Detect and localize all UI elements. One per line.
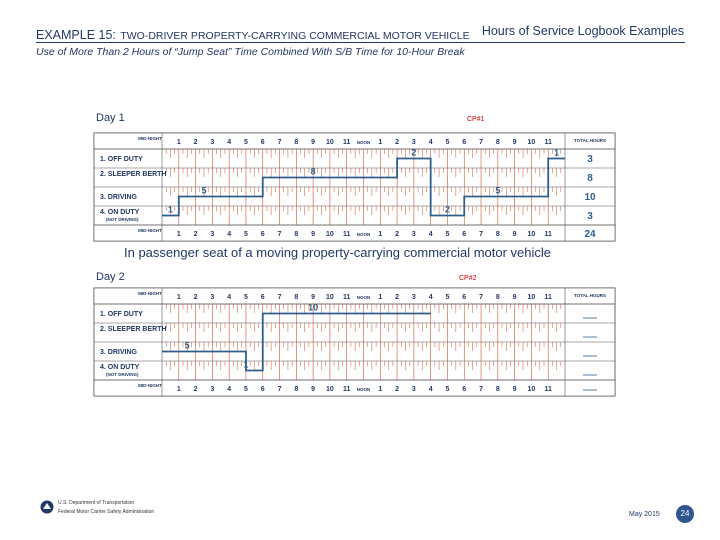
hour-label-top: 4	[428, 139, 433, 146]
hour-label-top: 4	[227, 139, 232, 146]
hour-label-top: 1	[378, 139, 383, 146]
status-sleeper-berth: 2. SLEEPER BERTH	[100, 326, 167, 333]
example-title: TWO-DRIVER PROPERTY-CARRYING COMMERCIAL MOTOR VEHICLE	[120, 30, 470, 42]
hour-label-bottom: 10	[527, 386, 536, 393]
hour-label-bottom: 11	[544, 386, 552, 393]
hour-label-bottom: 1	[378, 386, 383, 393]
hour-label-bottom: 4	[428, 231, 433, 238]
segment-label: 8	[310, 166, 316, 177]
status-off-duty: 1. OFF DUTY	[100, 156, 143, 163]
hour-label-top: NOON	[356, 295, 371, 300]
status-sleeper-berth: 2. SLEEPER BERTH	[100, 171, 167, 178]
midnight-label-bottom: MID-NIGHT	[138, 228, 162, 233]
dot-logo-icon	[40, 500, 54, 519]
segment-label: 1	[167, 204, 173, 215]
segment-label: 5	[495, 185, 501, 196]
row-total: 3	[587, 211, 593, 222]
hour-label-top: 8	[495, 139, 500, 146]
hour-label-top: 6	[462, 294, 467, 301]
example-label: EXAMPLE 15:	[36, 28, 116, 42]
hour-label-bottom: 5	[445, 231, 450, 238]
hour-label-bottom: 3	[411, 386, 416, 393]
hour-label-top: 9	[512, 139, 517, 146]
grand-total: 24	[584, 229, 596, 240]
segment-label: 2	[411, 147, 417, 158]
hour-label-top: 4	[227, 294, 232, 301]
hour-label-top: 9	[311, 294, 316, 301]
hour-label-bottom: 7	[479, 231, 483, 238]
page-number: 24	[676, 505, 694, 523]
hour-label-top: 10	[326, 139, 334, 146]
hour-label-top: 4	[428, 294, 433, 301]
hour-label-top: 11	[544, 294, 552, 301]
hour-label-bottom: 8	[495, 386, 500, 393]
hour-label-bottom: 3	[411, 231, 416, 238]
hour-label-bottom: 3	[210, 386, 215, 393]
hour-label-bottom: 11	[544, 231, 552, 238]
hour-label-bottom: 9	[512, 386, 517, 393]
hour-label-bottom: 9	[311, 231, 316, 238]
hour-label-bottom: 5	[244, 231, 248, 238]
hour-label-bottom: 8	[294, 386, 299, 393]
agency-line1: U.S. Department of Transportation	[58, 500, 135, 506]
total-hours-header: TOTAL HOURS	[573, 138, 607, 143]
hour-label-top: 1	[176, 294, 181, 301]
page-subtitle: Use of More Than 2 Hours of “Jump Seat” Time Combined With S/B Time for 10-Hour Break	[36, 46, 465, 58]
hour-label-bottom: NOON	[356, 232, 371, 237]
hour-label-bottom: 5	[445, 386, 450, 393]
hour-label-top: 6	[260, 139, 265, 146]
hour-label-bottom: 9	[512, 231, 517, 238]
day1-label: Day 1	[96, 112, 125, 124]
hour-label-bottom: 2	[395, 386, 400, 393]
hour-label-top: 9	[512, 294, 517, 301]
status-driving: 3. DRIVING	[100, 194, 137, 201]
day1-log-grid	[94, 133, 615, 241]
hour-label-top: 1	[176, 139, 181, 146]
hour-label-top: 10	[527, 139, 536, 146]
hour-label-top: 7	[277, 294, 282, 301]
hour-label-top: 10	[326, 294, 334, 301]
hour-label-bottom: 2	[193, 231, 198, 238]
hour-label-bottom: 10	[527, 231, 536, 238]
hour-label-top: 3	[210, 139, 215, 146]
grid-header-band	[94, 133, 615, 149]
caption: In passenger seat of a moving property-carrying commercial motor vehicle	[124, 245, 552, 260]
day1-checkpoint: CP#1	[467, 116, 485, 123]
hour-label-bottom: 7	[479, 386, 483, 393]
segment-label: 1	[243, 359, 249, 370]
hour-label-top: 1	[378, 294, 383, 301]
day2-checkpoint: CP#2	[459, 275, 477, 282]
hour-label-top: 2	[395, 294, 400, 301]
hour-label-bottom: 2	[395, 231, 400, 238]
agency-line2: Federal Motor Carrier Safety Administration	[58, 509, 155, 515]
hour-label-bottom: 8	[294, 231, 299, 238]
segment-label: 5	[201, 185, 207, 196]
status-off-duty: 1. OFF DUTY	[100, 311, 143, 318]
hour-label-top: 2	[193, 139, 198, 146]
segment-label: 5	[184, 340, 190, 351]
hour-label-top: 5	[445, 139, 450, 146]
hour-label-top: 5	[244, 294, 248, 301]
hour-label-bottom: 6	[462, 386, 467, 393]
grid-footer-band	[94, 225, 615, 241]
hour-label-top: 6	[260, 294, 265, 301]
hour-label-bottom: 8	[495, 231, 500, 238]
hour-label-top: 5	[244, 139, 248, 146]
hour-label-bottom: 4	[227, 231, 232, 238]
hour-label-bottom: 3	[210, 231, 215, 238]
hour-label-bottom: 1	[378, 231, 383, 238]
hour-label-bottom: 1	[176, 386, 181, 393]
hour-label-bottom: NOON	[356, 387, 371, 392]
hour-label-top: 8	[294, 294, 299, 301]
hour-label-bottom: 10	[326, 386, 334, 393]
hour-label-top: 11	[544, 139, 552, 146]
hour-label-bottom: 4	[227, 386, 232, 393]
footer-date: May 2015	[629, 511, 660, 518]
hour-label-bottom: 7	[277, 231, 282, 238]
hour-label-bottom: 10	[326, 231, 334, 238]
series-title: Hours of Service Logbook Examples	[481, 24, 684, 38]
status-not-driving: (NOT DRIVING)	[106, 217, 139, 222]
segment-label: 2	[444, 204, 450, 215]
hour-label-top: 2	[395, 139, 400, 146]
hour-label-top: 3	[210, 294, 215, 301]
hour-label-top: 11	[343, 294, 351, 301]
hour-label-bottom: 11	[343, 231, 351, 238]
row-total: 10	[584, 192, 596, 203]
day2-label: Day 2	[96, 271, 125, 283]
hour-label-bottom: 6	[260, 231, 265, 238]
status-on-duty: 4. ON DUTY	[100, 209, 140, 216]
hour-label-top: 5	[445, 294, 450, 301]
hour-label-bottom: 5	[244, 386, 248, 393]
midnight-label-bottom: MID-NIGHT	[138, 383, 162, 388]
hour-label-top: 3	[411, 139, 416, 146]
hour-label-top: 11	[343, 139, 351, 146]
hour-label-top: 9	[311, 139, 316, 146]
hour-label-bottom: 2	[193, 386, 198, 393]
hour-label-top: 2	[193, 294, 198, 301]
hour-label-top: 6	[462, 139, 467, 146]
status-not-driving: (NOT DRIVING)	[106, 372, 139, 377]
grid-header-band	[94, 288, 615, 304]
grid-footer-band	[94, 380, 615, 396]
status-on-duty: 4. ON DUTY	[100, 364, 140, 371]
hour-label-bottom: 4	[428, 386, 433, 393]
hour-label-bottom: 11	[343, 386, 351, 393]
hour-label-top: 7	[479, 294, 483, 301]
hour-label-bottom: 6	[260, 386, 265, 393]
hour-label-bottom: 7	[277, 386, 282, 393]
row-total: 3	[587, 154, 593, 165]
segment-label: 1	[554, 147, 560, 158]
hour-label-top: 7	[479, 139, 483, 146]
hour-label-top: 10	[527, 294, 536, 301]
day2-log-grid	[94, 288, 615, 396]
hour-label-top: 7	[277, 139, 282, 146]
total-hours-header: TOTAL HOURS	[573, 293, 607, 298]
midnight-label-top: MID-NIGHT	[138, 136, 162, 141]
hour-label-top: 8	[495, 294, 500, 301]
hour-label-bottom: 6	[462, 231, 467, 238]
hour-label-bottom: 1	[176, 231, 181, 238]
hour-label-top: 8	[294, 139, 299, 146]
segment-label: 10	[308, 302, 319, 313]
status-driving: 3. DRIVING	[100, 349, 137, 356]
hour-label-bottom: 9	[311, 386, 316, 393]
row-total: 8	[587, 173, 593, 184]
hour-label-top: NOON	[356, 140, 371, 145]
hour-label-top: 3	[411, 294, 416, 301]
midnight-label-top: MID-NIGHT	[138, 291, 162, 296]
